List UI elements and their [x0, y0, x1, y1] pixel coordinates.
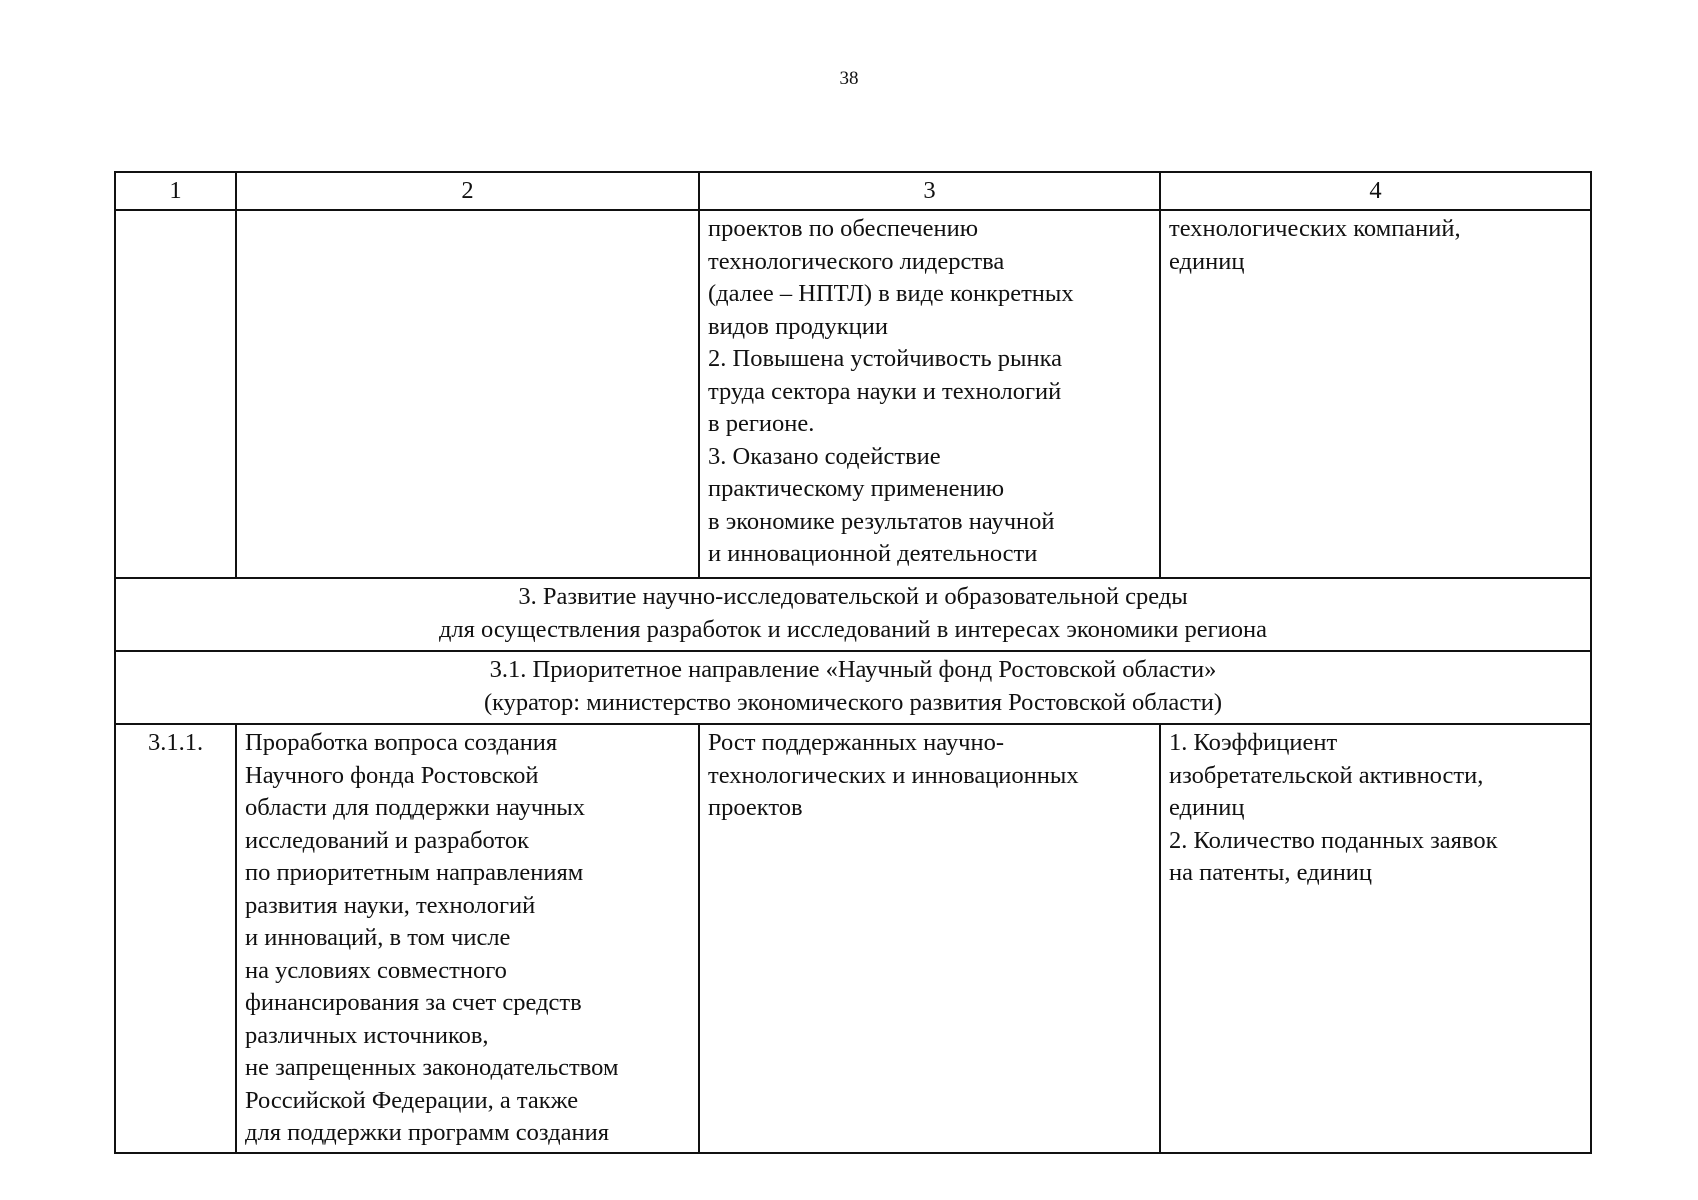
text-line: проектов	[708, 794, 803, 821]
section-heading-row	[115, 578, 1591, 651]
text-line: и инноваций, в том числе	[245, 924, 511, 951]
section-heading	[115, 578, 1591, 651]
header-cell-4: 4	[1160, 172, 1591, 210]
cont-cell-indicator	[1160, 210, 1591, 578]
cont-cell-result	[699, 210, 1160, 578]
item-result	[699, 724, 1160, 1153]
text-line: финансирования за счет средств	[245, 989, 582, 1016]
header-cell-1: 1	[115, 172, 236, 210]
header-cell-2: 2	[236, 172, 699, 210]
text-line: изобретательской активности,	[1169, 761, 1484, 789]
table-row	[115, 724, 1591, 1153]
text-line: 2. Количество поданных заявок	[1169, 826, 1498, 854]
text-line: на патенты, единиц	[1169, 859, 1373, 886]
text-line: в экономике результатов научной	[708, 507, 1055, 535]
measures-table	[114, 171, 1592, 1154]
text-line: на условиях совместного	[245, 956, 507, 984]
subsection-heading-row	[115, 651, 1591, 724]
subsection-heading-line: (куратор: министерство экономического развития Ростовской области)	[483, 688, 1223, 716]
text-line: области для поддержки научных	[245, 794, 586, 821]
text-line: труда сектора науки и технологий	[708, 377, 1062, 405]
text-line: различных источников,	[245, 1021, 489, 1049]
cont-cell-measure	[236, 210, 699, 578]
table-header-row	[115, 172, 1591, 210]
text-line: 2. Повышена устойчивость рынка	[708, 345, 1062, 372]
text-line: технологических компаний,	[1169, 215, 1461, 242]
item-indicator	[1160, 724, 1591, 1153]
subsection-heading-line: 3.1. Приоритетное направление «Научный фонд Ростовской области»	[489, 656, 1217, 683]
text-line: единиц	[1169, 794, 1245, 821]
text-line: 3. Оказано содействие	[708, 442, 941, 470]
section-heading-line: 3. Развитие научно-исследовательской и образовательной среды	[518, 583, 1188, 610]
text-line: по приоритетным направлениям	[245, 859, 584, 886]
text-line: технологических и инновационных	[708, 761, 1079, 789]
text-line: технологического лидерства	[708, 247, 1005, 275]
text-line: не запрещенных законодательством	[245, 1054, 619, 1081]
text-line: видов продукции	[708, 312, 888, 340]
table-row-continuation	[115, 210, 1591, 578]
text-line: единиц	[1169, 247, 1245, 275]
subsection-heading	[115, 651, 1591, 724]
text-line: практическому применению	[708, 475, 1004, 502]
text-line: проектов по обеспечению	[708, 215, 979, 242]
text-line: развития науки, технологий	[245, 891, 536, 919]
text-line: исследований и разработок	[245, 826, 530, 854]
text-line: 1. Коэффициент	[1169, 729, 1338, 756]
text-line: и инновационной деятельности	[708, 540, 1038, 567]
cont-cell-number	[115, 210, 236, 578]
text-line: в регионе.	[708, 410, 815, 437]
text-line: Рост поддержанных научно-	[708, 729, 1004, 756]
text-line: Российской Федерации, а также	[245, 1086, 579, 1114]
text-line: Проработка вопроса создания	[245, 729, 558, 756]
text-line: (далее – НПТЛ) в виде конкретных	[708, 280, 1074, 307]
header-cell-3: 3	[699, 172, 1160, 210]
text-line: Научного фонда Ростовской	[245, 761, 539, 789]
item-measure	[236, 724, 699, 1153]
item-number: 3.1.1.	[115, 724, 236, 1153]
text-line: для поддержки программ создания	[245, 1119, 609, 1146]
page-number: 38	[839, 68, 859, 89]
section-heading-line: для осуществления разработок и исследований в интересах экономики региона	[438, 615, 1268, 643]
